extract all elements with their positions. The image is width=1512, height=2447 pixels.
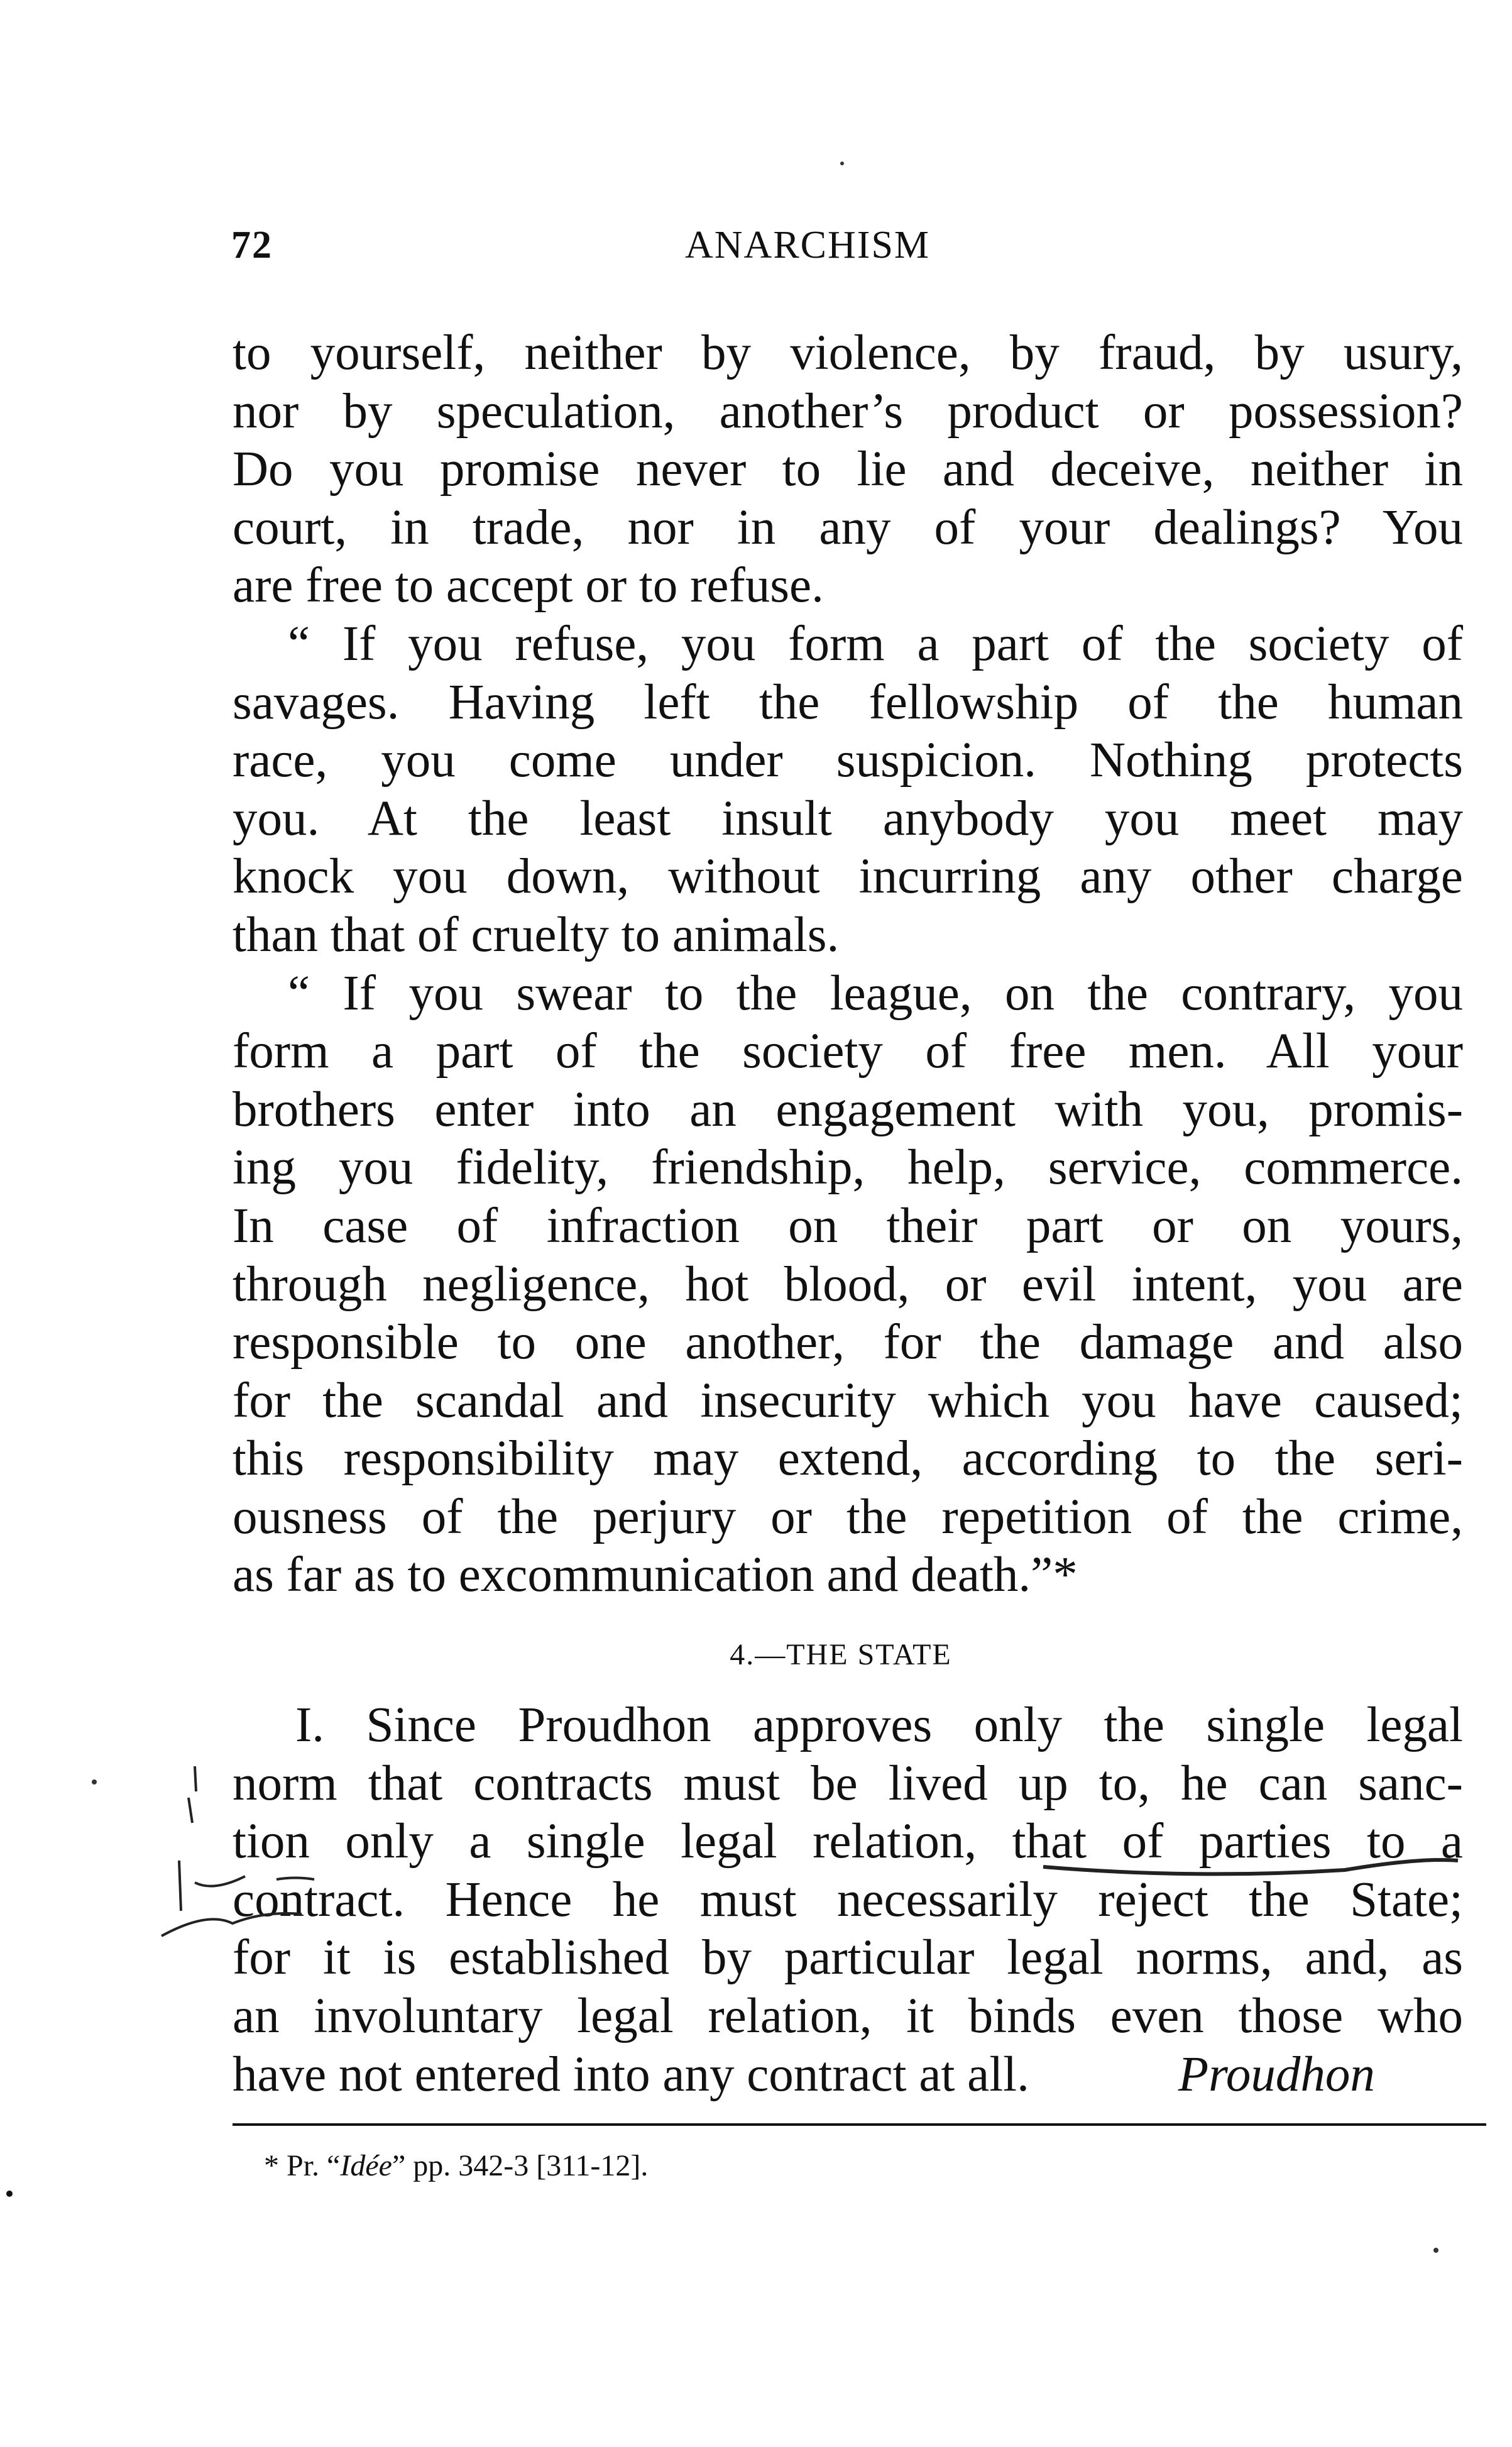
text-line: race, you come under suspicion. Nothing protects [233,733,1463,788]
text-line: norm that contracts must be lived up to, he can sanc- [233,1756,1463,1811]
text-line: to yourself, neither by violence, by fraud, by usury, [233,326,1463,380]
text-line: through negligence, hot blood, or evil intent, you are [233,1256,1463,1312]
speck [92,1779,97,1784]
text-line: are free to accept or to refuse. [233,558,824,613]
section-heading: 4.—THE STATE [730,1638,952,1671]
text-line: form a part of the society of free men. All your [233,1024,1463,1079]
page-number: 72 [231,224,273,267]
text-line: ing you fidelity, friendship, help, service, commerce. [233,1140,1463,1196]
text-line: an involuntary legal relation, it binds even those who [233,1988,1463,2043]
text-line: you. At the least insult anybody you meet may [233,791,1463,846]
text-line: “ If you refuse, you form a part of the society of [288,616,1463,671]
text-line: as far as to excommunication and death.”* [233,1548,1078,1603]
underline-pen-mark-2 [1043,1860,1458,1874]
text-line: nor by speculation, another’s product or possession? [233,383,1463,439]
text-line: savages. Having left the fellowship of the human [233,674,1463,730]
text-line: brothers enter into an engagement with you, promis- [233,1082,1463,1137]
text-line: ousness of the perjury or the repetition of the crime, [233,1489,1463,1544]
text-line: contract. Hence he must necessarily reject the State; [233,1872,1463,1927]
footnote-prefix: Pr. “ [287,2149,341,2182]
speck [1433,2248,1438,2253]
text-line: than that of cruelty to animals. [233,907,840,962]
speck [840,162,844,165]
margin-pen-stroke [162,1913,302,1936]
underline-pen-mark [195,1876,314,1886]
text-line: “ If you swear to the league, on the contrary, you [288,965,1463,1021]
last-line-text: have not entered into any contract at all. [233,2047,1029,2102]
text-line: for the scandal and insecurity which you have caused; [233,1373,1463,1428]
running-head: ANARCHISM [685,224,931,267]
text-line: this responsibility may extend, according to the seri- [233,1431,1463,1487]
text-line: responsible to one another, for the damage and also [233,1315,1463,1370]
text-line: for it is established by particular legal norms, and, as [233,1930,1463,1986]
footnote-marker: * [264,2149,279,2182]
margin-pen-line [179,1766,196,1911]
text-line: knock you down, without incurring any other charge [233,849,1463,905]
text-line: Do you promise never to lie and deceive, neither in [233,442,1463,497]
text-line: I. Since Proudhon approves only the single legal [295,1698,1463,1752]
text-line: tion only a single legal relation, that of parties to a [233,1814,1463,1869]
footnote-title: Idée [340,2149,392,2182]
last-line-italic: Proudhon [1178,2047,1375,2102]
footnote-suffix: ” pp. 342-3 [311-12]. [392,2149,649,2182]
text-line: court, in trade, nor in any of your dealings? You [233,500,1463,555]
text-line: In case of infraction on their part or on yours, [233,1198,1463,1253]
speck [6,2191,13,2197]
